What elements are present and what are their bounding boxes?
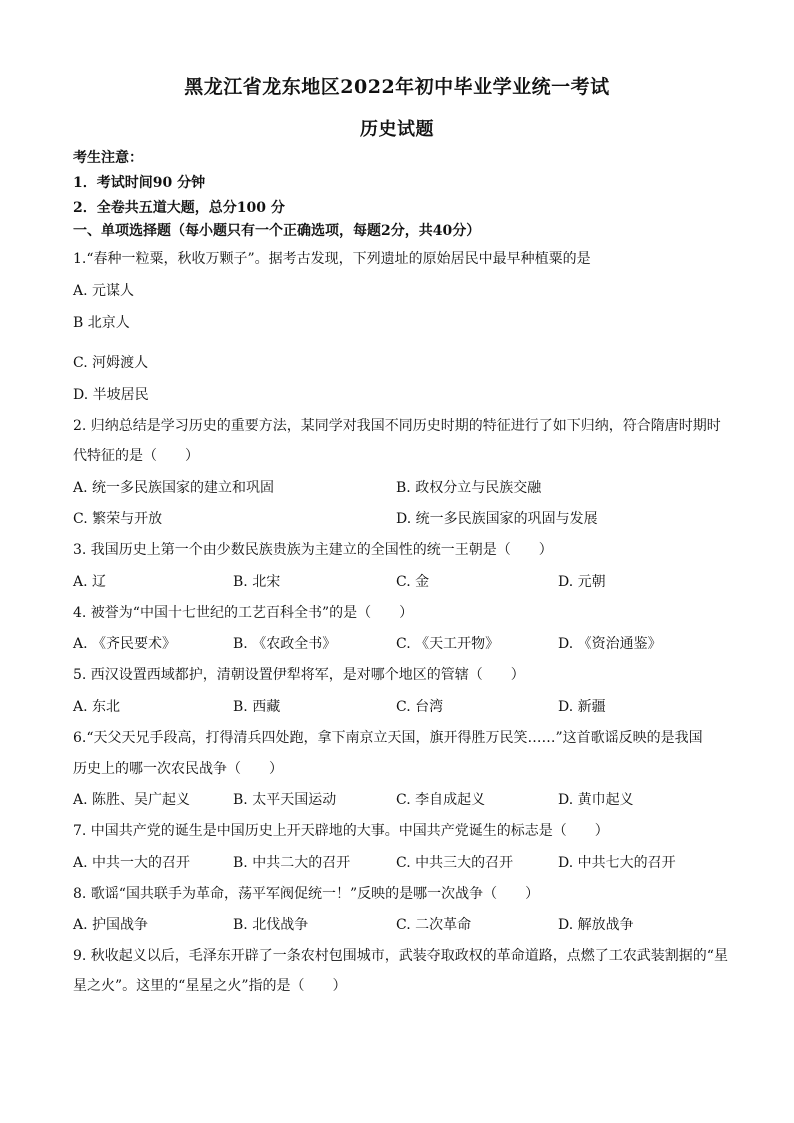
q4-option-d: D. 《资治通鉴》 [558, 636, 662, 652]
section-heading: 一、单项选择题（每小题只有一个正确选项，每题2分，共40分） [73, 223, 481, 239]
question-9-stem-line-1: 9. 秋收起义以后，毛泽东开辟了一条农村包围城市，武装夺取政权的革命道路，点燃了工农武装割据的“星 [73, 948, 728, 964]
exam-subtitle: 历史试题 [360, 119, 434, 140]
q6-option-b: B. 太平天国运动 [233, 792, 337, 808]
question-9-stem-line-2: 星之火”。这里的“星星之火”指的是（ ） [73, 978, 347, 994]
exam-title: 黑龙江省龙东地区2022年初中毕业学业统一考试 [184, 76, 610, 98]
q6-option-d: D. 黄巾起义 [558, 792, 634, 808]
q7-option-a: A. 中共一大的召开 [73, 855, 191, 871]
q3-option-b: B. 北宋 [233, 574, 281, 590]
notice-item-2: 2．全卷共五道大题，总分100 分 [73, 200, 285, 216]
question-1-stem: 1.“春种一粒粟，秋收万颗子”。据考古发现，下列遗址的原始居民中最早种植粟的是 [73, 251, 591, 267]
q8-option-d: D. 解放战争 [558, 917, 634, 933]
q3-option-c: C. 金 [396, 574, 430, 590]
q5-option-c: C. 台湾 [396, 699, 444, 715]
q5-option-d: D. 新疆 [558, 699, 606, 715]
q2-option-a: A. 统一多民族国家的建立和巩固 [73, 480, 275, 496]
q4-option-a: A. 《齐民要术》 [73, 636, 177, 652]
question-5-stem: 5. 西汉设置西域都护，清朝设置伊犁将军，是对哪个地区的管辖（ ） [73, 667, 525, 683]
q5-option-b: B. 西藏 [233, 699, 281, 715]
q7-option-c: C. 中共三大的召开 [396, 855, 514, 871]
q6-option-a: A. 陈胜、吴广起义 [73, 792, 191, 808]
question-6-stem-line-2: 历史上的哪一次农民战争（ ） [73, 761, 283, 777]
q6-option-c: C. 李自成起义 [396, 792, 486, 808]
q4-option-b: B. 《农政全书》 [233, 636, 337, 652]
q1-option-a: A. 元谋人 [73, 283, 135, 299]
q8-option-a: A. 护国战争 [73, 917, 149, 933]
notice-item-1: 1．考试时间90 分钟 [73, 175, 206, 191]
q8-option-b: B. 北伐战争 [233, 917, 309, 933]
question-2-stem-line-2: 代特征的是（ ） [73, 448, 199, 464]
q8-option-c: C. 二次革命 [396, 917, 472, 933]
q7-option-d: D. 中共七大的召开 [558, 855, 676, 871]
q4-option-c: C. 《天工开物》 [396, 636, 500, 652]
q2-option-c: C. 繁荣与开放 [73, 511, 163, 527]
q3-option-a: A. 辽 [73, 574, 107, 590]
question-7-stem: 7. 中国共产党的诞生是中国历史上开天辟地的大事。中国共产党诞生的标志是（ ） [73, 823, 609, 839]
q2-option-d: D. 统一多民族国家的巩固与发展 [396, 511, 598, 527]
question-8-stem: 8. 歌谣“国共联手为革命，荡平军阀促统一！”反映的是哪一次战争（ ） [73, 886, 540, 902]
q5-option-a: A. 东北 [73, 699, 121, 715]
q1-option-d: D. 半坡居民 [73, 387, 149, 403]
q1-option-b: B 北京人 [73, 315, 130, 331]
q3-option-d: D. 元朝 [558, 574, 606, 590]
question-6-stem-line-1: 6.“天父天兄手段高，打得清兵四处跑，拿下南京立天国，旗开得胜万民笑……”这首歌谣反映的是我国 [73, 730, 703, 746]
question-2-stem-line-1: 2. 归纳总结是学习历史的重要方法，某同学对我国不同历史时期的特征进行了如下归纳，符合隋唐时期时 [73, 418, 721, 434]
question-4-stem: 4. 被誉为“中国十七世纪的工艺百科全书”的是（ ） [73, 605, 414, 621]
question-3-stem: 3. 我国历史上第一个由少数民族贵族为主建立的全国性的统一王朝是（ ） [73, 542, 553, 558]
q7-option-b: B. 中共二大的召开 [233, 855, 351, 871]
q2-option-b: B. 政权分立与民族交融 [396, 480, 542, 496]
notice-heading: 考生注意： [73, 150, 143, 166]
q1-option-c: C. 河姆渡人 [73, 355, 149, 371]
